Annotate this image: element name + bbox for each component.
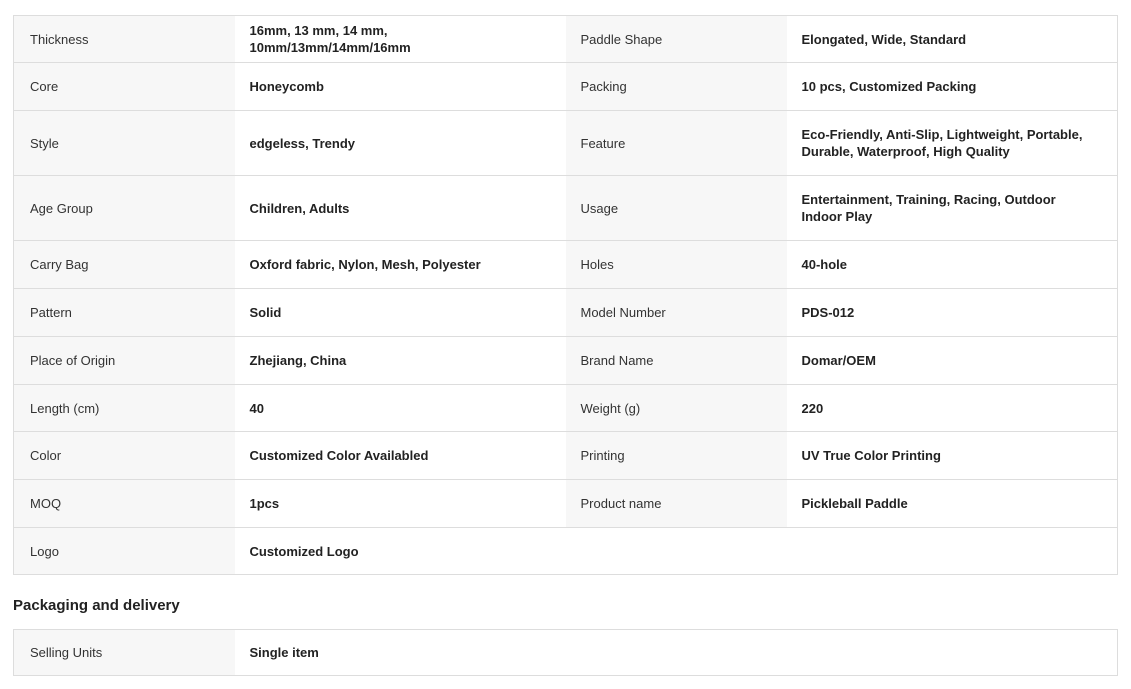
packaging-row	[14, 630, 1118, 676]
packaging-table	[13, 629, 1118, 676]
attribute-key: Model Number	[566, 289, 787, 337]
attribute-row	[14, 289, 1118, 337]
attribute-value: 1pcs	[235, 480, 566, 528]
attribute-row	[14, 528, 1118, 575]
empty-cell	[566, 528, 787, 575]
attribute-key: Usage	[566, 176, 787, 241]
attribute-value: PDS-012	[787, 289, 1118, 337]
attribute-key: Place of Origin	[14, 337, 235, 385]
attribute-key: Length (cm)	[14, 385, 235, 432]
packaging-key: Selling Units	[14, 630, 235, 676]
attribute-row	[14, 16, 1118, 63]
attribute-value: Eco-Friendly, Anti-Slip, Lightweight, Portable, Durable, Waterproof, High Quality	[787, 111, 1118, 176]
attribute-value: UV True Color Printing	[787, 432, 1118, 480]
attribute-key: Logo	[14, 528, 235, 575]
attribute-value: edgeless, Trendy	[235, 111, 566, 176]
attribute-value: 40-hole	[787, 241, 1118, 289]
attribute-row	[14, 63, 1118, 111]
attribute-key: Color	[14, 432, 235, 480]
attribute-value: Entertainment, Training, Racing, Outdoor Indoor Play	[787, 176, 1118, 241]
attribute-value: Pickleball Paddle	[787, 480, 1118, 528]
attribute-key: MOQ	[14, 480, 235, 528]
attribute-value: Oxford fabric, Nylon, Mesh, Polyester	[235, 241, 566, 289]
empty-cell	[787, 528, 1118, 575]
attribute-key: Packing	[566, 63, 787, 111]
attribute-value: Elongated, Wide, Standard	[787, 16, 1118, 63]
attribute-value: Children, Adults	[235, 176, 566, 241]
attribute-key: Core	[14, 63, 235, 111]
attribute-row	[14, 241, 1118, 289]
attribute-value: Domar/OEM	[787, 337, 1118, 385]
attribute-row	[14, 111, 1118, 176]
attribute-row	[14, 176, 1118, 241]
attribute-key: Holes	[566, 241, 787, 289]
attribute-key: Printing	[566, 432, 787, 480]
attribute-key: Feature	[566, 111, 787, 176]
attribute-value: 220	[787, 385, 1118, 432]
empty-cell	[787, 630, 1118, 676]
attribute-key: Pattern	[14, 289, 235, 337]
attribute-value: 16mm, 13 mm, 14 mm, 10mm/13mm/14mm/16mm	[235, 16, 566, 63]
attribute-value: Customized Color Availabled	[235, 432, 566, 480]
attribute-value: Customized Logo	[235, 528, 566, 575]
attribute-value: Solid	[235, 289, 566, 337]
attribute-row	[14, 337, 1118, 385]
attribute-key: Carry Bag	[14, 241, 235, 289]
empty-cell	[566, 630, 787, 676]
attribute-key: Style	[14, 111, 235, 176]
attribute-key: Product name	[566, 480, 787, 528]
packaging-value: Single item	[235, 630, 566, 676]
attribute-key: Thickness	[14, 16, 235, 63]
attribute-key: Age Group	[14, 176, 235, 241]
attribute-row	[14, 432, 1118, 480]
attribute-value: Honeycomb	[235, 63, 566, 111]
attribute-value: 10 pcs, Customized Packing	[787, 63, 1118, 111]
attribute-key: Paddle Shape	[566, 16, 787, 63]
packaging-section-title: Packaging and delivery	[13, 597, 180, 614]
attributes-table	[13, 15, 1118, 575]
attribute-key: Weight (g)	[566, 385, 787, 432]
attribute-row	[14, 480, 1118, 528]
attribute-value: Zhejiang, China	[235, 337, 566, 385]
attribute-row	[14, 385, 1118, 432]
attribute-key: Brand Name	[566, 337, 787, 385]
attribute-value: 40	[235, 385, 566, 432]
